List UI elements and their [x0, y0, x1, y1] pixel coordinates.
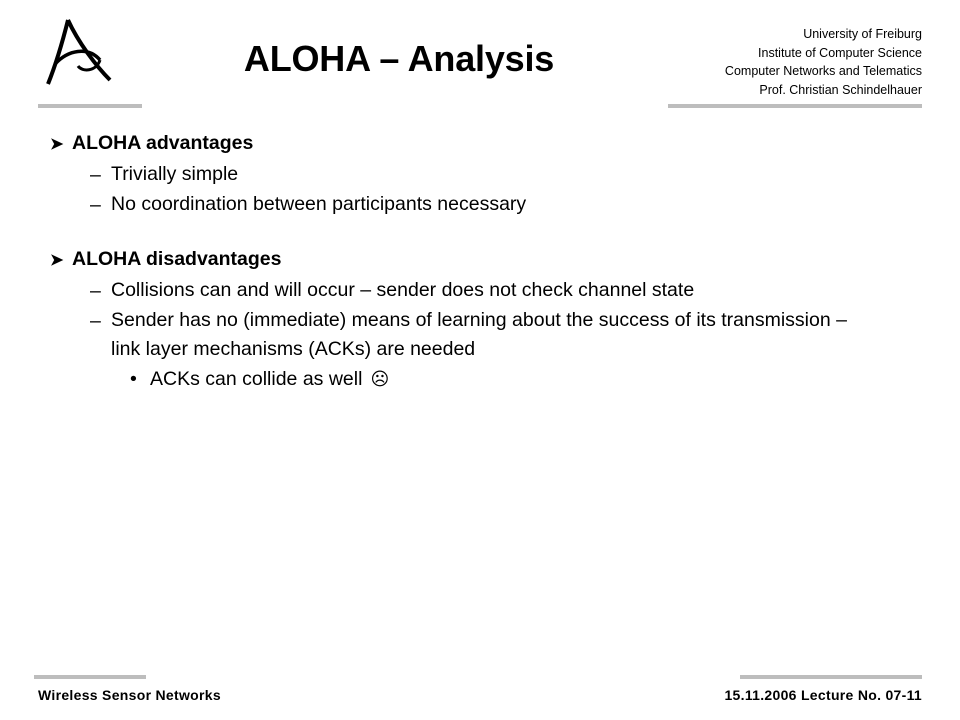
arrowhead-bullet-icon: ➤ [50, 252, 64, 269]
list-item-text: Trivially simple [111, 163, 239, 185]
header-divider-right [668, 104, 922, 108]
advantages-heading: ALOHA advantages [72, 132, 254, 154]
bullet-heading [50, 244, 930, 274]
list-item [50, 160, 930, 190]
header-divider-left [38, 104, 142, 108]
slide-body [50, 128, 930, 394]
affiliation-line: University of Freiburg [803, 27, 922, 41]
footer-lecture-info: 15.11.2006 Lecture No. 07-11 [724, 687, 922, 703]
list-item-text: Sender has no (immediate) means of learning about the success of its transmission – link layer mechanisms (ACKs) are needed [111, 309, 847, 360]
list-item [50, 276, 930, 306]
list-item [50, 306, 930, 364]
footer-divider-left [34, 675, 146, 679]
disadvantages-heading: ALOHA disadvantages [72, 248, 282, 270]
dash-marker: – [90, 280, 101, 302]
sad-face-icon: ☹ [370, 369, 390, 389]
list-subitem-text: ACKs can collide as well [150, 368, 363, 390]
affiliation-line: Computer Networks and Telematics [724, 64, 922, 78]
spacer [50, 220, 930, 244]
list-subitem [50, 364, 930, 394]
affiliation-line: Prof. Christian Schindelhauer [759, 82, 922, 97]
list-item-text: Collisions can and will occur – sender does not check channel state [111, 279, 695, 301]
page-title: ALOHA – Analysis [243, 38, 555, 79]
affiliation-block [725, 25, 922, 99]
list-item [50, 190, 930, 220]
bullet-heading [50, 128, 930, 158]
list-item-text: No coordination between participants necessary [111, 193, 527, 215]
dash-marker: – [90, 194, 101, 216]
footer-course-title: Wireless Sensor Networks [38, 687, 221, 703]
dash-marker: – [90, 164, 101, 186]
affiliation-line: Institute of Computer Science [758, 45, 922, 60]
dash-marker: – [90, 310, 101, 332]
footer-divider-right [740, 675, 922, 679]
bullet-dot: • [130, 368, 137, 390]
arrowhead-bullet-icon: ➤ [50, 136, 64, 153]
